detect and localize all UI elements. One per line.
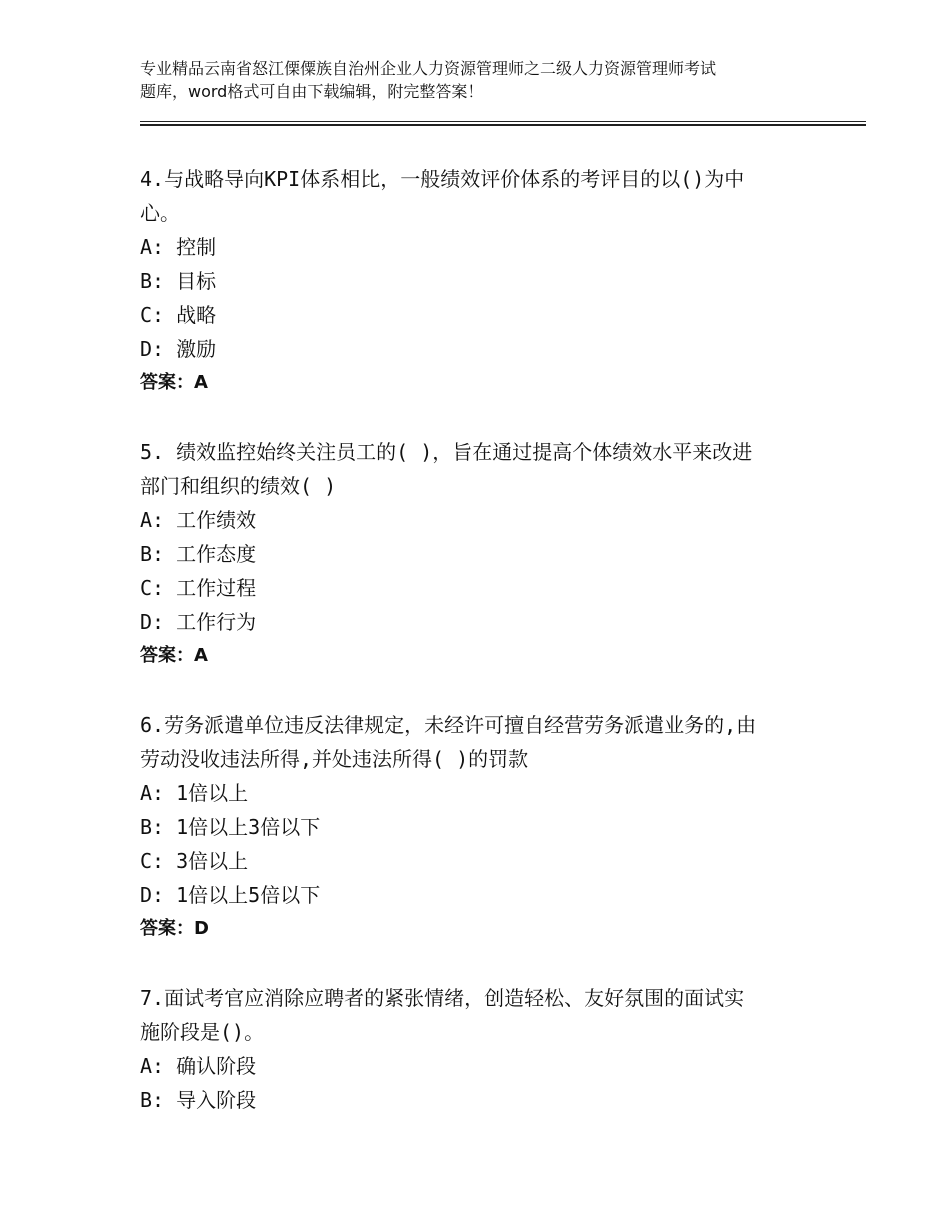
option-a: A: 1倍以上 (140, 781, 249, 805)
question-stem-line: 部门和组织的绩效( ) (140, 474, 337, 498)
answer-line: 答案：A (140, 372, 208, 393)
question-stem (140, 435, 820, 503)
question-stem-line: 7.面试考官应消除应聘者的紧张情绪，创造轻松、友好氛围的面试实 (140, 986, 745, 1010)
question-stem (140, 708, 820, 776)
question-4 (140, 162, 820, 400)
question-stem-line: 心。 (140, 201, 180, 225)
option-d: D: 工作行为 (140, 610, 257, 634)
question-stem-line: 4.与战略导向KPI体系相比，一般绩效评价体系的考评目的以()为中 (140, 167, 745, 191)
answer-line: 答案：D (140, 918, 209, 939)
option-a: A: 确认阶段 (140, 1054, 257, 1078)
question-5 (140, 435, 820, 673)
question-stem (140, 981, 820, 1049)
header-divider-thin (140, 121, 866, 122)
question-stem (140, 162, 820, 230)
question-stem-line: 施阶段是()。 (140, 1020, 265, 1044)
option-b: B: 工作态度 (140, 542, 257, 566)
option-d: D: 1倍以上5倍以下 (140, 883, 321, 907)
question-6 (140, 708, 820, 946)
option-d: D: 激励 (140, 337, 217, 361)
question-stem-line: 劳动没收违法所得,并处违法所得( )的罚款 (140, 747, 529, 771)
answer-line: 答案：A (140, 645, 208, 666)
header-divider-thick (140, 124, 866, 126)
option-c: C: 3倍以上 (140, 849, 249, 873)
question-7 (140, 981, 820, 1117)
question-stem-line: 5. 绩效监控始终关注员工的( )，旨在通过提高个体绩效水平来改进 (140, 440, 753, 464)
document-header (140, 57, 830, 103)
header-title-line-1: 专业精品云南省怒江傈僳族自治州企业人力资源管理师之二级人力资源管理师考试 (140, 59, 717, 78)
option-b: B: 1倍以上3倍以下 (140, 815, 321, 839)
question-stem-line: 6.劳务派遣单位违反法律规定，未经许可擅自经营劳务派遣业务的,由 (140, 713, 757, 737)
option-b: B: 导入阶段 (140, 1088, 257, 1112)
option-c: C: 战略 (140, 303, 217, 327)
option-a: A: 控制 (140, 235, 217, 259)
header-title-line-2: 题库，word格式可自由下载编辑，附完整答案！ (140, 82, 484, 101)
option-b: B: 目标 (140, 269, 217, 293)
option-c: C: 工作过程 (140, 576, 257, 600)
option-a: A: 工作绩效 (140, 508, 257, 532)
